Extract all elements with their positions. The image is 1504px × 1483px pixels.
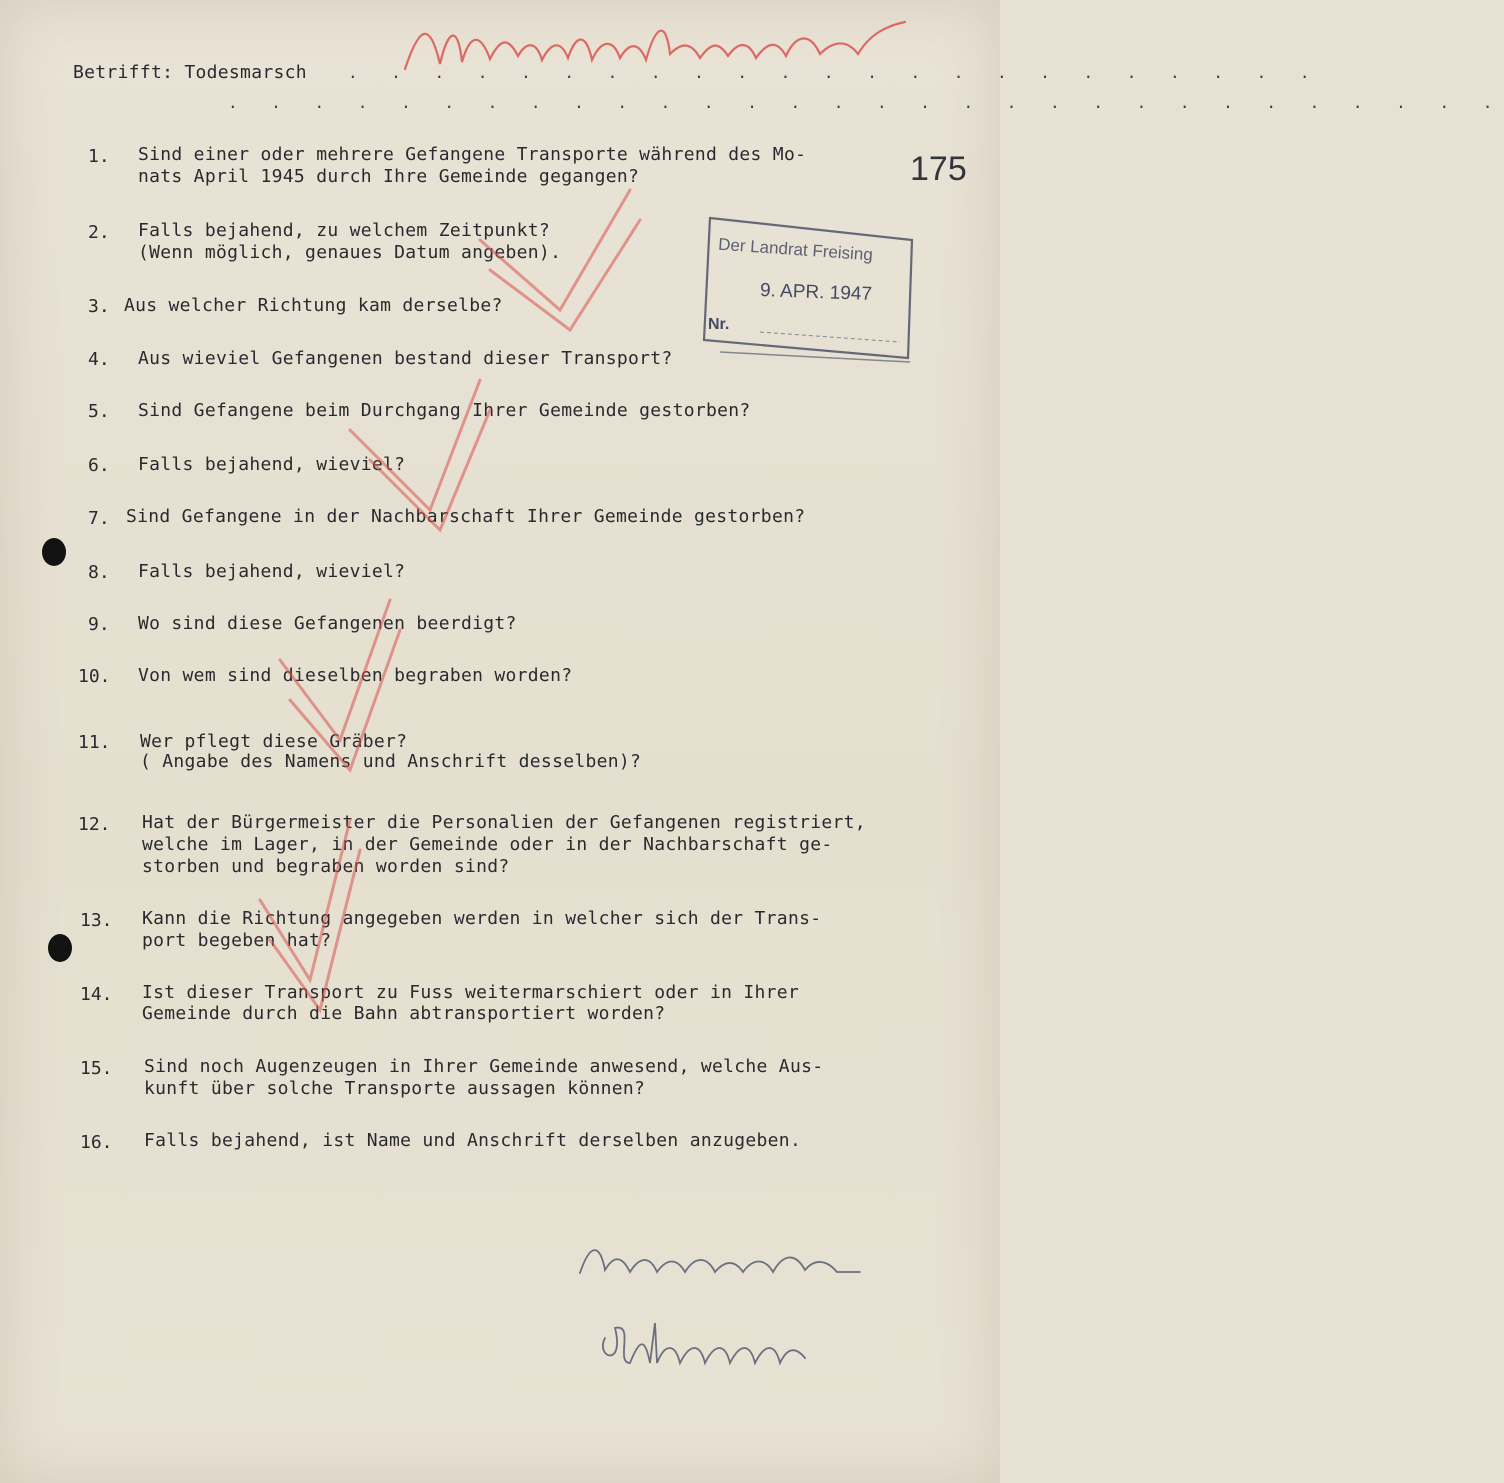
handwritten-title-graphic bbox=[575, 1238, 865, 1288]
handwritten-signature-graphic bbox=[595, 1318, 815, 1378]
question-number: 2. bbox=[88, 222, 110, 243]
question-text-line: Wer pflegt diese Gräber? bbox=[140, 731, 408, 752]
question-text-line: Sind noch Augenzeugen in Ihrer Gemeinde anwesend, welche Aus- bbox=[144, 1056, 824, 1077]
question-number: 6. bbox=[88, 455, 110, 476]
question-text-line: Hat der Bürgermeister die Personalien der Gefangenen registriert, bbox=[142, 812, 866, 833]
question-number: 4. bbox=[88, 349, 110, 370]
question-text-line: (Wenn möglich, genaues Datum angeben). bbox=[138, 242, 562, 263]
question-number: 16. bbox=[80, 1132, 113, 1153]
stamp-number-label: Nr. bbox=[708, 316, 730, 333]
question-number: 14. bbox=[80, 984, 113, 1005]
question-text-line: Aus welcher Richtung kam derselbe? bbox=[124, 295, 503, 316]
dotted-leader-1: . . . . . . . . . . . . . . . . . . . . . . . bbox=[348, 63, 1322, 82]
question-text-line: Wo sind diese Gefangenen beerdigt? bbox=[138, 613, 517, 634]
question-text-line: port begeben hat? bbox=[142, 930, 332, 951]
question-number: 1. bbox=[88, 146, 110, 167]
question-text-line: Ist dieser Transport zu Fuss weitermarschiert oder in Ihrer bbox=[142, 982, 800, 1003]
question-number: 8. bbox=[88, 562, 110, 583]
question-text-line: kunft über solche Transporte aussagen können? bbox=[144, 1078, 646, 1099]
stamp-date: 9. APR. 1947 bbox=[759, 280, 873, 305]
question-text-line: Falls bejahend, wieviel? bbox=[138, 561, 406, 582]
question-text-line: Aus wieviel Gefangenen bestand dieser Transport? bbox=[138, 348, 673, 369]
subject-line: Betrifft: Todesmarsch bbox=[73, 62, 307, 83]
question-text-line: Sind Gefangene beim Durchgang Ihrer Gemeinde gestorben? bbox=[138, 400, 751, 421]
question-text-line: welche im Lager, in der Gemeinde oder in der Nachbarschaft ge- bbox=[142, 834, 833, 855]
question-text-line: storben und begraben worden sind? bbox=[142, 856, 510, 877]
question-text-line: Sind Gefangene in der Nachbarschaft Ihrer Gemeinde gestorben? bbox=[126, 506, 806, 527]
question-number: 5. bbox=[88, 401, 110, 422]
stamp-office: Der Landrat Freising bbox=[717, 234, 874, 265]
question-text-line: Gemeinde durch die Bahn abtransportiert worden? bbox=[142, 1003, 666, 1024]
question-text-line: ( Angabe des Namens und Anschrift desselben)? bbox=[140, 751, 642, 772]
question-number: 10. bbox=[78, 666, 111, 687]
question-text-line: Falls bejahend, ist Name und Anschrift derselben anzugeben. bbox=[144, 1130, 802, 1151]
question-text-line: nats April 1945 durch Ihre Gemeinde gegangen? bbox=[138, 166, 640, 187]
question-text-line: Von wem sind dieselben begraben worden? bbox=[138, 665, 573, 686]
question-number: 13. bbox=[80, 910, 113, 931]
signature-title bbox=[575, 1238, 865, 1288]
question-number: 12. bbox=[78, 814, 111, 835]
question-number: 11. bbox=[78, 732, 111, 753]
question-number: 9. bbox=[88, 614, 110, 635]
page-number: 175 bbox=[910, 150, 967, 188]
question-text-line: Falls bejahend, wieviel? bbox=[138, 454, 406, 475]
signature-name bbox=[595, 1318, 815, 1378]
question-text-line: Kann die Richtung angegeben werden in welcher sich der Trans- bbox=[142, 908, 822, 929]
punch-hole bbox=[42, 538, 66, 566]
punch-hole bbox=[48, 934, 72, 962]
question-number: 7. bbox=[88, 508, 110, 529]
question-text-line: Sind einer oder mehrere Gefangene Transporte während des Mo- bbox=[138, 144, 807, 165]
question-number: 3. bbox=[88, 296, 110, 317]
question-number: 15. bbox=[80, 1058, 113, 1079]
receipt-stamp bbox=[700, 212, 914, 364]
dotted-leader-2: . . . . . . . . . . . . . . . . . . . . . . . . . . . . . . bbox=[228, 93, 1504, 112]
question-text-line: Falls bejahend, zu welchem Zeitpunkt? bbox=[138, 220, 551, 241]
